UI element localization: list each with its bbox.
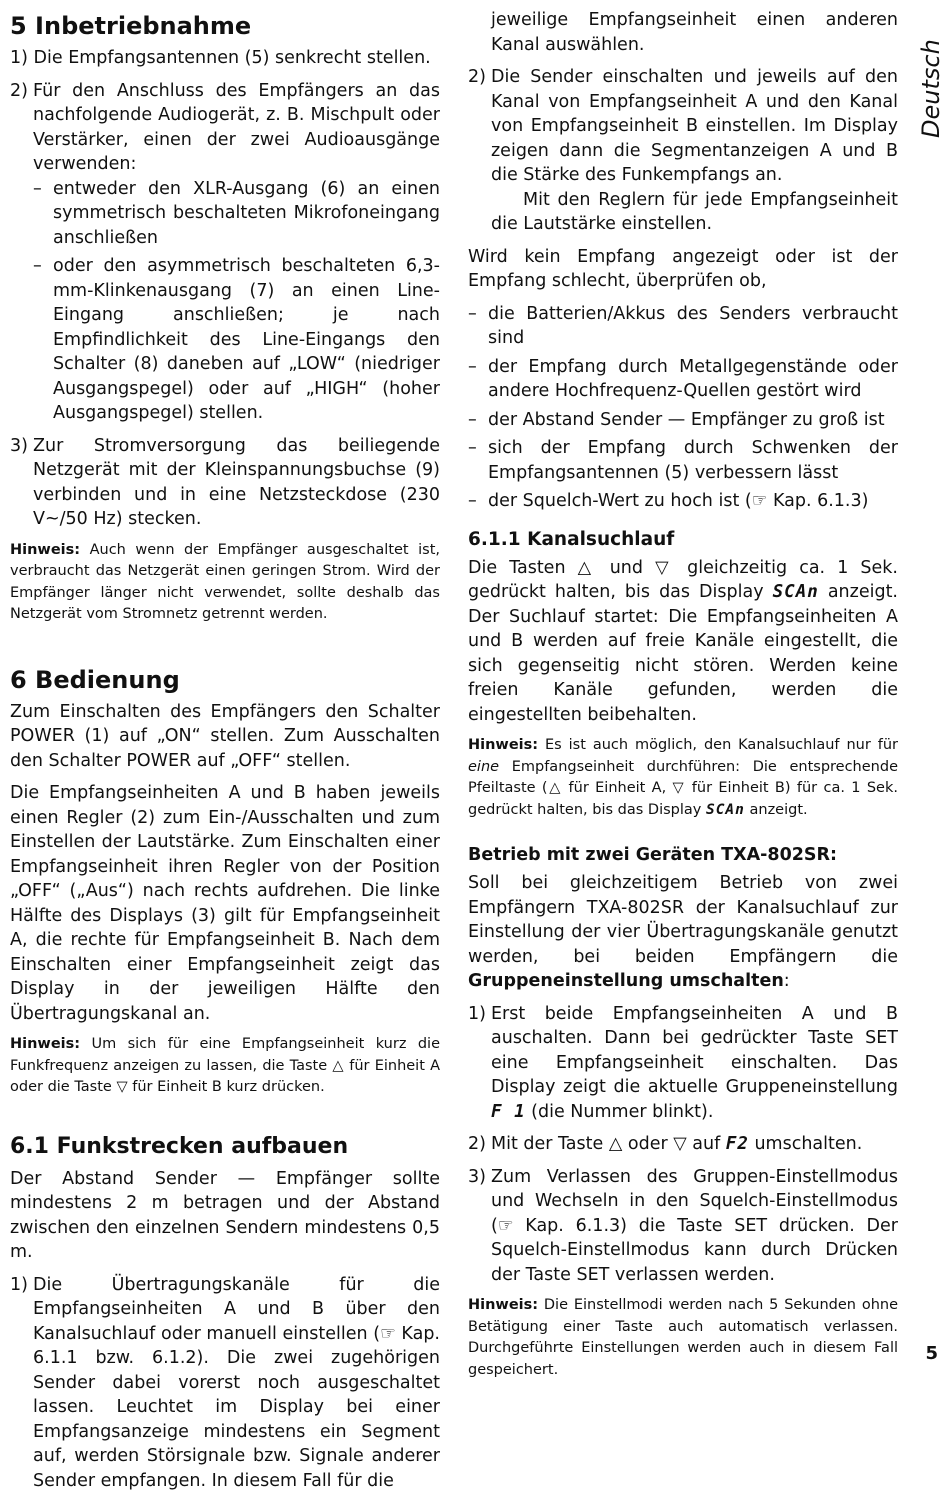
down-arrow-icon: ▽ (655, 557, 676, 578)
reference-hand-icon: ☞ (497, 1215, 514, 1236)
text: : (783, 971, 790, 991)
section-6-1-title: 6.1 Funkstrecken aufbauen (10, 1133, 349, 1159)
step-text: Kap. 6.1.1 bzw. 6.1.2). Die zwei zugehörigen Sender dabei vorerst noch ausgeschaltet lassen. Leuchtet im Display bei einer Empfangsanzeige mindestens ein Segment auf, werden Störsignale bzw. Signale anderer Sender empfangen. In diesem Fall für die (33, 1323, 440, 1491)
step-number: 1) (10, 1274, 28, 1295)
page-number: 5 (925, 1343, 938, 1364)
dash-glyph: – (33, 178, 42, 199)
note-label: Hinweis: (468, 1297, 539, 1313)
down-arrow-icon: ▽ (672, 780, 686, 796)
note-emphasis: eine (468, 758, 500, 775)
s61-step-1 (10, 1273, 440, 1494)
display-f1-readout: F 1 (491, 1101, 526, 1122)
step-number: 2) (10, 80, 28, 101)
note-text: für Einheit A, (562, 780, 673, 796)
text: Die Tasten (468, 557, 578, 578)
step-number: 3) (10, 435, 28, 456)
two-units-steps (468, 1002, 898, 1288)
option-text: entweder den XLR-Ausgang (6) an einen symmetrisch beschalteten Mikrofoneingang anschließen (53, 178, 440, 248)
dash-glyph: – (33, 256, 42, 276)
step-text: Für den Anschluss des Empfängers an das nachfolgende Audiogerät, z. B. Mischpult oder Verstärker, einen der zwei Audioausgänge verwenden: (33, 80, 440, 174)
check-item (468, 436, 898, 485)
note-text: Die Einstellmodi werden nach 5 Sekunden ohne Betätigung einer Taste auch automatisch verlassen. Durchgeführte Einstellungen werden auch in diesem Fall gespeichert. (468, 1297, 898, 1378)
up-arrow-icon: △ (332, 1057, 345, 1074)
check-intro: Wird kein Empfang angezeigt oder ist der Empfang schlecht, überprüfen ob, (468, 246, 898, 291)
section-5-title: 5 Inbetriebnahme (10, 12, 252, 40)
step-text: Erst beide Empfangseinheiten A und B auschalten. Dann bei gedrückter Taste SET eine Empfangseinheit einschalten. Das Display zeigt die aktuelle Gruppeneinstellung (491, 1003, 898, 1097)
note-text: anzeigt. (744, 801, 808, 818)
two-units-step-1 (468, 1002, 898, 1125)
step-number: 2) (468, 67, 486, 87)
up-arrow-icon: △ (547, 780, 563, 796)
language-label: Deutsch (917, 39, 945, 138)
check-item (468, 302, 898, 351)
dash-glyph: – (468, 356, 477, 377)
s5-step-1: 1) Die Empfangsantennen (5) senkrecht stellen. (10, 48, 431, 68)
step-extra: Mit den Reglern für jede Empfangseinheit die Lautstärke einstellen. (491, 189, 898, 234)
note-text: Auch wenn der Empfänger ausgeschaltet ist, verbraucht das Netzgerät einen geringen Strom. Wird der Empfänger länger nicht verwendet, sollte deshalb das Netzgerät vom Stromnetz getrennt werden. (10, 541, 440, 622)
check-text: sich der Empfang durch Schwenken der Empfangsantennen (5) verbessern lässt (488, 438, 898, 483)
dash-glyph: – (468, 438, 477, 458)
dash-glyph: – (468, 491, 477, 511)
note-text: Es ist auch möglich, den Kanalsuchlauf nur für (538, 737, 898, 753)
text: und (597, 557, 656, 578)
s611-note (468, 735, 898, 821)
left-column (10, 8, 440, 1501)
dash-glyph: – (468, 409, 477, 430)
option-jack (33, 254, 440, 426)
two-units-step-2 (468, 1132, 898, 1157)
down-arrow-icon: ▽ (673, 1134, 687, 1154)
step-text: Kap. 6.1.3) die Taste SET drücken. Der Squelch-Einstellmodus kann durch Drücken der Taste SET verlassen werden. (491, 1215, 898, 1285)
two-units-paragraph (468, 871, 898, 994)
text: gleichzeitig ca. 1 Sek. gedrückt halten, bis das Display (468, 557, 898, 602)
option-text: oder den asymmetrisch beschalteten 6,3-mm-Klinkenausgang (7) an einen Line-Eingang anschließen; je nach Empfindlichkeit des Line-Eingangs den Schalter (8) daneben auf „LOW“ (niedriger Ausgangspegel) oder auf „HIGH“ (hoher Ausgangspegel) stellen. (53, 256, 440, 423)
display-scan-readout: SCAn (705, 801, 745, 818)
check-text: der Empfang durch Metallgegenstände oder andere Hochfrequenz-Quellen gestört wird (488, 356, 898, 401)
check-text: die Batterien/Akkus des Senders verbraucht sind (488, 303, 898, 348)
section-6-title: 6 Bedienung (10, 665, 180, 694)
s611-paragraph (468, 556, 898, 728)
check-text: der Abstand Sender — Empfänger zu groß ist (488, 409, 885, 430)
up-arrow-icon: △ (577, 557, 598, 578)
bold-text: Gruppeneinstellung umschalten (468, 971, 784, 991)
s61-step-1-continued: jeweilige Empfangseinheit einen anderen Kanal auswählen. (491, 10, 898, 55)
s6-paragraph-2: Die Empfangseinheiten A und B haben jeweils einen Regler (2) zum Ein-/Ausschalten und zum Einstellen der Lautstärke. Zum Einschalten einer Empfangseinheit ihren Regler von der Position „OFF“ („Aus“) nach rechts aufdrehen. Die linke Hälfte des Displays (3) gilt für Empfangseinheit A, die rechte für Empfangseinheit B. Nach dem Einschalten einer Empfangseinheit zeigt das Display in der jeweiligen Hälfte den Übertragungskanal an. (10, 783, 440, 1024)
text: Soll bei gleichzeitigem Betrieb von zwei Empfängern TXA-802SR der Kanalsuchlauf zur Einstellung der vier Übertragungskanäle genutzt werden, bei beiden Empfängern die (468, 873, 898, 967)
step-text: auf (686, 1134, 726, 1154)
note-text: Um sich für eine Empfangseinheit kurz die Funkfrequenz anzeigen zu lassen, die Taste (10, 1036, 440, 1074)
step-number: 3) (468, 1166, 486, 1187)
note-label: Hinweis: (468, 737, 539, 753)
option-xlr (33, 177, 440, 251)
note-text: Empfangseinheit durchführen: Die entsprechende Pfeiltaste ( (468, 758, 898, 796)
s5-step-2-options (33, 177, 440, 426)
final-note (468, 1295, 898, 1381)
check-list (468, 302, 898, 514)
check-item (468, 408, 898, 433)
down-arrow-icon: ▽ (116, 1079, 128, 1095)
note-label: Hinweis: (10, 1036, 81, 1052)
check-item (468, 355, 898, 404)
step-text: Zur Stromversorgung das beiliegende Netzgerät mit der Kleinspannungsbuchse (9) verbinden und in eine Netzsteckdose (230 V~/50 Hz) stecken. (33, 435, 440, 529)
s6-paragraph-1: Zum Einschalten des Empfängers den Schalter POWER (1) auf „ON“ stellen. Zum Ausschalten den Schalter POWER auf „OFF“ stellen. (10, 701, 440, 771)
note-label: Hinweis: (10, 541, 81, 558)
s61-step-2 (468, 65, 898, 237)
step-text: Zum Verlassen des Gruppen-Einstellmodus und Wechseln in den Squelch-Einstellmodus ( (491, 1166, 898, 1236)
step-text: Die Sender einschalten und jeweils auf den Kanal von Empfangseinheit A und den Kanal von Empfangseinheit B einstellen. Im Display zeigen dann die Segmentanzeigen A und B die Stärke des Funkempfangs an. (491, 67, 898, 185)
s5-step-2 (10, 79, 440, 426)
check-item (468, 489, 898, 514)
s61-steps-continued (468, 65, 898, 237)
display-scan-readout: SCAn (772, 582, 819, 602)
reference-hand-icon: ☞ (380, 1323, 396, 1344)
dash-glyph: – (468, 303, 477, 324)
right-column (468, 8, 898, 1387)
s5-note (10, 540, 440, 626)
s5-steps (10, 79, 440, 532)
s6-note (10, 1034, 440, 1099)
step-number: 1) (468, 1003, 486, 1024)
s61-paragraph: Der Abstand Sender — Empfänger sollte mindestens 2 m betragen und der Abstand zwischen den einzelnen Sendern mindestens 0,5 m. (10, 1168, 440, 1262)
step-text: (die Nummer blinkt). (525, 1101, 714, 1122)
step-text: Die Übertragungskanäle für die Empfangseinheiten A und B über den Kanalsuchlauf oder manuell einstellen ( (33, 1274, 440, 1344)
text: anzeigt. Der Suchlauf startet: Die Empfangseinheiten A und B werden auf freie Kanäle eingestellt, die sich gegenseitig nicht stören. Werden keine freien Kanäle gefunden, werden die eingestellten beibehalten. (468, 582, 898, 725)
step-text: umschalten. (748, 1134, 863, 1154)
reference-hand-icon: ☞ (751, 491, 768, 511)
s5-step-3 (10, 434, 440, 532)
two-units-step-3 (468, 1165, 898, 1288)
note-text: für Einheit A oder die Taste (10, 1057, 440, 1095)
check-text: Kap. 6.1.3) (767, 491, 869, 511)
step-text: Mit der Taste (491, 1134, 609, 1154)
check-text: der Squelch-Wert zu hoch ist ( (488, 491, 752, 511)
two-units-title: Betrieb mit zwei Geräten TXA-802SR: (468, 845, 837, 865)
section-6-1-1-title: 6.1.1 Kanalsuchlauf (468, 528, 675, 550)
display-f2-readout: F2 (725, 1134, 749, 1154)
note-text: für Einheit B) für ca. 1 Sek. gedrückt halten, bis das Display (468, 780, 898, 818)
step-text: oder (622, 1134, 674, 1154)
s61-steps (10, 1273, 440, 1494)
note-text: für Einheit B kurz drücken. (127, 1079, 325, 1095)
up-arrow-icon: △ (608, 1134, 623, 1154)
step-number: 2) (468, 1134, 486, 1154)
